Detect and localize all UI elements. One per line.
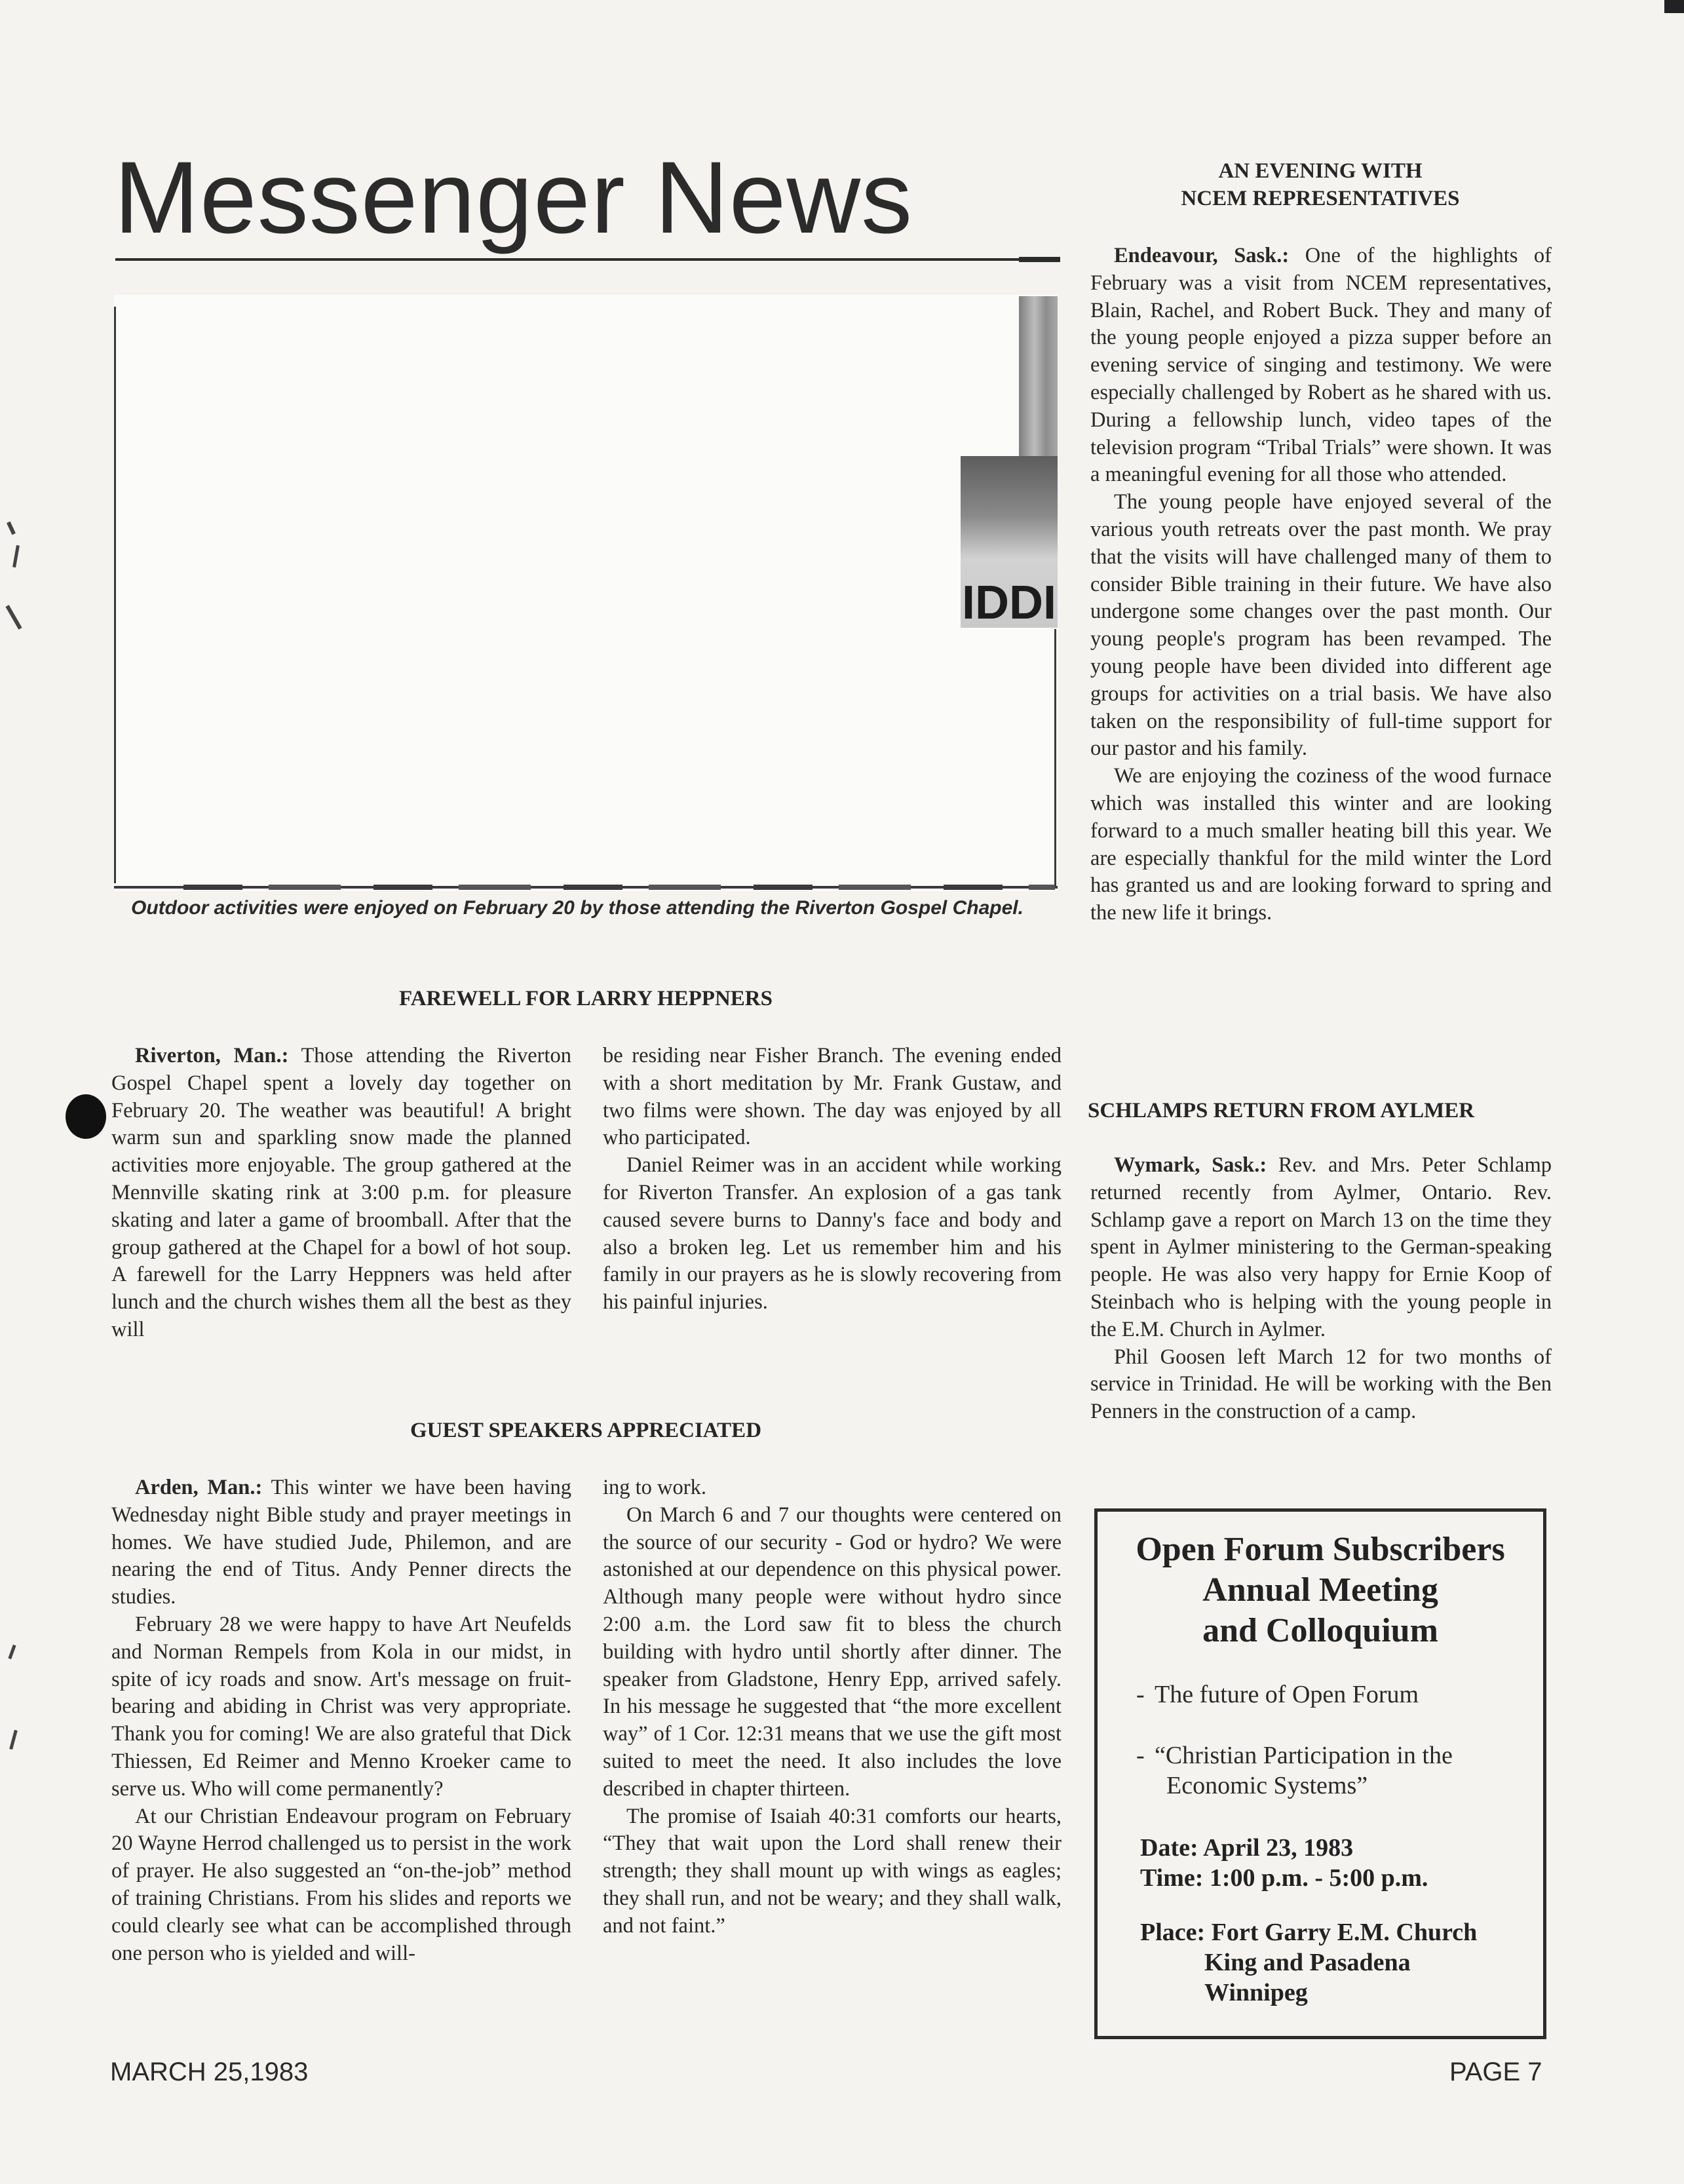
photo-area <box>114 295 1058 891</box>
photo-border-right <box>1054 629 1056 888</box>
photo-scan-edge <box>183 885 1055 890</box>
announcement-city: Winnipeg <box>1204 1979 1308 2006</box>
paragraph-text: Rev. and Mrs. Peter Schlamp returned recently from Aylmer, Ontario. Rev. Schlamp gave a report on March 13 on the time they spent in Aylmer ministering to the German-speaking people. He was also very happy for Ernie Koop of Steinbach who is helping with the young people in the E.M. Church in Aylmer. <box>1090 1153 1552 1341</box>
article-paragraph: The promise of Isaiah 40:31 comforts our hearts, “They that wait upon the Lord shall renew their strength; they shall mount up with wings as eagles; they shall run, and not be weary; and they shall walk, and not faint.” <box>603 1804 1062 1938</box>
announcement-item <box>1136 1679 1529 1710</box>
announcement-date: Date: April 23, 1983 <box>1140 1834 1354 1862</box>
article-paragraph: On March 6 and 7 our thoughts were centered on the source of our security - God or hydro? We were astonished at our dependence on this physical power. Although many people were without hydro since 2:00 a.m. the Lord saw fit to bless the church building with hydro until shortly after dinner. The speaker from Gladstone, Henry Epp, arrived safely. In his message he suggested that “the more excellent way” of 1 Cor. 12:31 means that we use the gift most suited to meet the need. It also includes the love described in chapter thirteen. <box>603 1503 1062 1801</box>
masthead-title: Messenger News <box>114 141 913 255</box>
article-paragraph: Phil Goosen left March 12 for two months of service in Trinidad. He will be working with the Ben Penners in the construction of a camp. <box>1090 1345 1552 1424</box>
masthead-rule-accent <box>1019 257 1060 262</box>
article-paragraph: ing to work. <box>603 1476 706 1499</box>
announcement-place: Place: Fort Garry E.M. Church <box>1140 1919 1478 1946</box>
dateline: Wymark, Sask.: <box>1114 1153 1267 1177</box>
scan-mark <box>8 1645 16 1659</box>
announcement-item-text: Economic Systems” <box>1166 1772 1368 1799</box>
article-paragraph <box>1090 242 1552 489</box>
photo-fragment-text: IDDI <box>962 577 1056 629</box>
dateline: Endeavour, Sask.: <box>1114 244 1290 267</box>
article-headline-guest-speakers: GUEST SPEAKERS APPRECIATED <box>410 1419 762 1442</box>
announcement-item <box>1136 1740 1529 1801</box>
scan-mark <box>12 545 20 567</box>
photo-caption: Outdoor activities were enjoyed on February 20 by those attending the Riverton Gospel Chapel. <box>131 897 1024 919</box>
announcement-item-text: “Christian Participation in the <box>1155 1742 1453 1769</box>
article-paragraph <box>111 1043 571 1344</box>
paragraph-text: Those attending the Riverton Gospel Chapel spent a lovely day together on February 20. The weather was beautiful! A bright warm sun and sparkling snow made the planned activities more enjoyable. The group gathered at the Mennville skating rink at 3:00 p.m. for pleasure skating and later a game of broomball. After that the group gathered at the Chapel for a bowl of hot soup. A farewell for the Larry Heppners was held after lunch and the church wishes them all the best as they will <box>111 1044 572 1341</box>
article-paragraph: At our Christian Endeavour program on February 20 Wayne Herrod challenged us to persist in the work of prayer. He also suggested an “on-the-job” method of training Christians. From his slides and reports we could clearly see what can be accomplished through one person who is yielded and will- <box>111 1804 571 1965</box>
announcement-title-line: and Colloquium <box>1202 1612 1438 1649</box>
announcement-title-line: Annual Meeting <box>1202 1571 1438 1609</box>
headline-line: NCEM REPRESENTATIVES <box>1181 187 1460 210</box>
scan-corner <box>1664 0 1684 13</box>
article-farewell-column-1 <box>111 1043 571 1344</box>
photo-border-left <box>114 307 116 883</box>
dateline: Arden, Man.: <box>135 1476 263 1499</box>
article-farewell-column-2 <box>603 1043 1062 1316</box>
announcement-title <box>1100 1529 1541 1651</box>
scan-mark <box>9 1730 18 1750</box>
article-paragraph: The young people have enjoyed several of the various youth retreats over the past month. We pray that the visits will have challenged many of them to consider Bible training in their future. We have also undergone some changes over the past month. Our young people's program has been revamped. The young people have been divided into different age groups for activities on a trial basis. We have also taken on the responsibility of full-time support for our pastor and his family. <box>1090 490 1552 761</box>
article-headline-farewell: FAREWELL FOR LARRY HEPPNERS <box>399 987 773 1010</box>
masthead-rule <box>115 258 1060 261</box>
punch-hole <box>66 1094 106 1139</box>
article-paragraph: Daniel Reimer was in an accident while working for Riverton Transfer. An explosion of a gas tank caused severe burns to Danny's face and body and also a broken leg. Let us remember him and his family in our prayers as he is slowly recovering from his painful injuries. <box>603 1153 1062 1314</box>
paragraph-text: This winter we have been having Wednesday night Bible study and prayer meetings in homes. We have studied Jude, Philemon, and are nearing the end of Titus. Andy Penner directs the studies. <box>111 1476 572 1609</box>
article-paragraph: We are enjoying the coziness of the wood furnace which was installed this winter and are looking forward to a much smaller heating bill this year. We are especially thankful for the mild winter the Lord has granted us and are looking forward to spring and the new life it brings. <box>1090 764 1552 925</box>
article-guest-column-1 <box>111 1474 571 1967</box>
scan-mark <box>5 605 22 630</box>
dateline: Riverton, Man.: <box>135 1044 289 1067</box>
announcement-item-text: The future of Open Forum <box>1155 1681 1419 1708</box>
article-paragraph: February 28 we were happy to have Art Neufelds and Norman Rempels from Kola in our midst, in spite of icy roads and snow. Art's message on fruit-bearing and abiding in Christ was very appropriate. Thank you for coming! We are also grateful that Dick Thiessen, Ed Reimer and Menno Kroeker came to serve us. Who will come permanently? <box>111 1612 571 1801</box>
article-schlamps-column <box>1090 1152 1552 1426</box>
article-headline-evening <box>1088 157 1553 212</box>
headline-line: AN EVENING WITH <box>1218 159 1423 183</box>
footer-date: MARCH 25,1983 <box>110 2058 309 2086</box>
scan-mark <box>7 522 16 535</box>
footer-page-number: PAGE 7 <box>1449 2058 1542 2086</box>
announcement-title-line: Open Forum Subscribers <box>1136 1531 1505 1568</box>
article-paragraph: be residing near Fisher Branch. The evening ended with a short meditation by Mr. Frank Gustaw, and two films were shown. The day was enjoyed by all who participated. <box>603 1044 1062 1150</box>
bullet-dash: - <box>1136 1681 1145 1708</box>
bullet-dash: - <box>1136 1742 1145 1769</box>
announcement-time: Time: 1:00 p.m. - 5:00 p.m. <box>1140 1864 1428 1892</box>
article-guest-column-2 <box>603 1474 1062 1940</box>
article-paragraph <box>111 1474 571 1611</box>
article-evening-column <box>1090 242 1552 927</box>
article-paragraph <box>1090 1152 1552 1344</box>
article-headline-schlamps: SCHLAMPS RETURN FROM AYLMER <box>1088 1099 1475 1122</box>
paragraph-text: One of the highlights of February was a visit from NCEM representatives, Blain, Rachel, and Robert Buck. They and many of the young people enjoyed a pizza supper before an evening service of singing and testimony. We were especially challenged by Robert as he shared with us. During a fellowship lunch, video tapes of the television program “Tribal Trials” were shown. It was a meaningful evening for all those who attended. <box>1090 244 1552 487</box>
announcement-address: King and Pasadena <box>1204 1949 1411 1976</box>
